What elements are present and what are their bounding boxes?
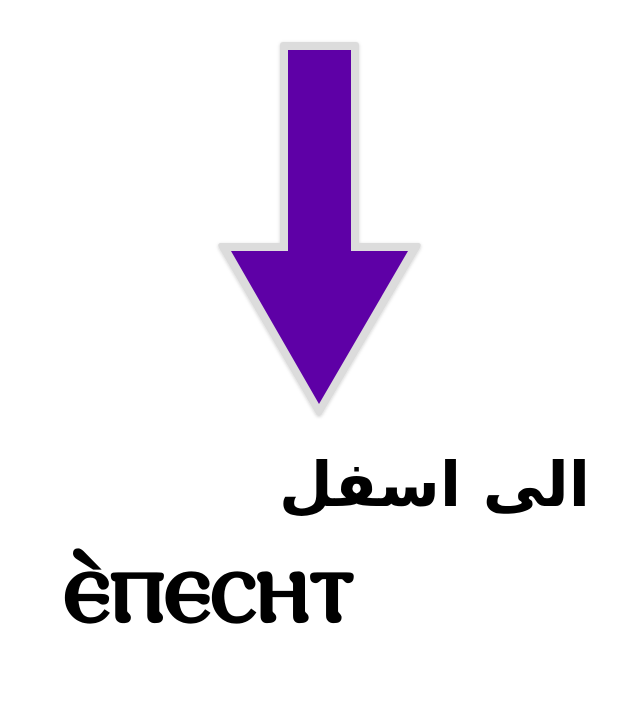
arabic-label: الى اسفل bbox=[278, 448, 590, 521]
arrow-body bbox=[231, 50, 408, 404]
coptic-label: ⲉ̀ⲡⲉⲥⲏⲧ bbox=[64, 523, 355, 646]
